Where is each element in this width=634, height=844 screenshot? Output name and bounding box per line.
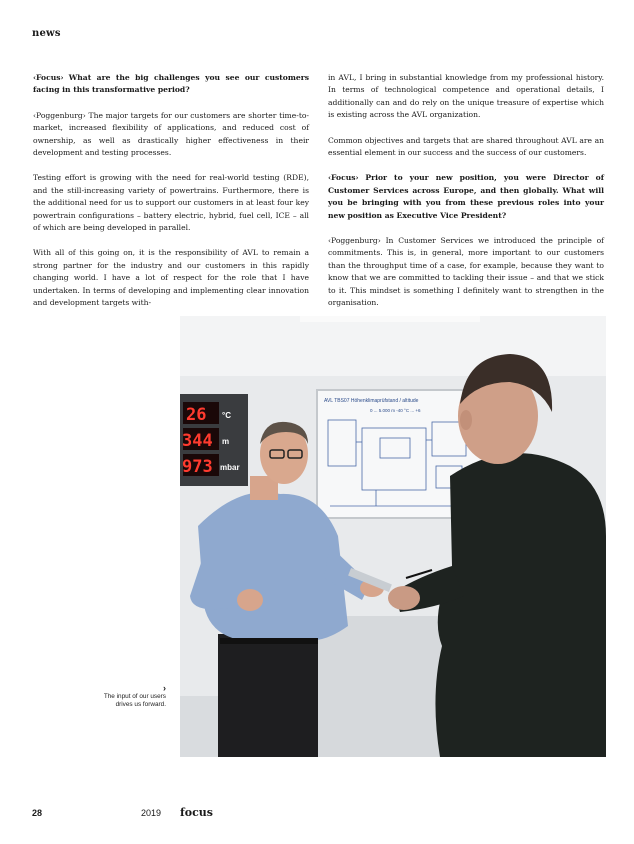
display-unit-altitude: m	[222, 437, 230, 446]
chevron-right-icon: ›	[163, 683, 166, 693]
display-value-altitude: 344	[182, 431, 213, 451]
display-unit-pressure: mbar	[220, 463, 240, 472]
body-paragraph: Common objectives and targets that are shared throughout AVL are an essential element in our success and the success of our customers.	[328, 135, 604, 158]
caption-text: The input of our users drives us forward.	[103, 693, 166, 708]
body-paragraph: in AVL, I bring in substantial knowledge from my professional history. In terms of technological competence and operational details, I additionally can and do rely on the unique treasure of expertise which is existing across the AVL organization.	[328, 73, 604, 120]
answer-paragraph	[33, 110, 309, 160]
left-column	[33, 72, 309, 310]
question-text: Prior to your new position, you were Director of Customer Services across Europe, and then globally. What will you be bringing with you from these previous roles into your new position as Executive Vice President?	[328, 173, 604, 220]
photo-caption	[86, 684, 166, 709]
display-value-temp: 26	[186, 405, 207, 425]
speaker-label: ‹Focus›	[33, 73, 64, 82]
right-column	[328, 72, 604, 310]
question-text: What are the big challenges you see our customers facing in this transformative period?	[33, 73, 309, 95]
poster-title: AVL TBS07 Höhenklimaprüfstand / altitude	[324, 398, 419, 404]
photo-illustration	[180, 316, 606, 757]
answer-text: In Customer Services we introduced the principle of commitments. This is, in general, more important to our customers than the throughput time of a case, for example, because they want to know that we are committed to tackling their issue – and that we stick to it. This mindset is something I definitely want to strengthen in the organisation.	[328, 236, 604, 308]
question-paragraph	[33, 72, 309, 97]
page-number: 28	[32, 808, 43, 818]
answer-text: The major targets for our customers are shorter time-to-market, increased flexibility of applications, and reduced cost of ownership, as well as drastically higher effectiveness in their development and testing processes.	[33, 110, 310, 158]
speaker-label: ‹Focus›	[328, 173, 359, 183]
speaker-label: ‹Poggenburg›	[33, 110, 86, 120]
display-unit-temp: °C	[222, 411, 231, 420]
brand-logo: focus	[180, 806, 213, 819]
answer-paragraph	[328, 235, 604, 309]
question-paragraph	[328, 172, 604, 222]
display-value-pressure: 973	[182, 457, 213, 477]
speaker-label: ‹Poggenburg›	[328, 236, 381, 246]
issue-year: 2019	[141, 808, 162, 818]
body-paragraph: Testing effort is growing with the need for real-world testing (RDE), and the still-increasing variety of powertrains. Furthermore, there is the additional need for us to support our customers in at least four key powertrain configurations – battery electric, hybrid, fuel cell, ICE – all of which are being developed in parallel.	[33, 173, 309, 233]
article-photo	[180, 316, 606, 757]
section-label: news	[32, 28, 61, 39]
body-paragraph: With all of this going on, it is the responsibility of AVL to remain a strong partner for the industry and our customers in this rapidly changing world. I have a lot of respect for the role that I have undertaken. In terms of developing and implementing clear innovation and development targets with-	[33, 248, 309, 308]
poster-subtitle: 0 ... 5.000 m -40 °C ... +6	[370, 408, 421, 413]
